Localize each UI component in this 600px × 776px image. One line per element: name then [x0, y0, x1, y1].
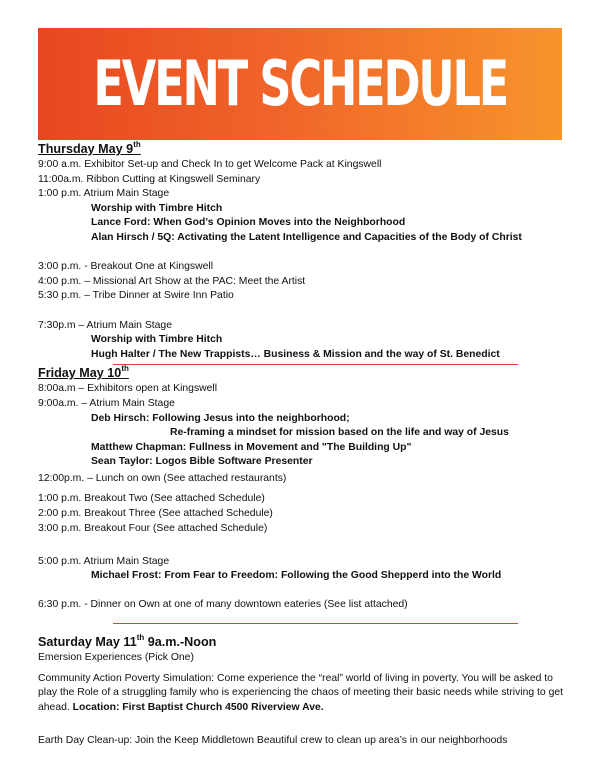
friday-heading: Friday May 10th [38, 364, 129, 381]
poverty-simulation-paragraph: Community Action Poverty Simulation: Come experience the “real” world of living in poverty. You will be asked to play the Role of a struggling family who is experiencing the chaos of meeting their basic needs while striving to get ahead. Location: First Baptist Church 4500 Riverview Ave. [38, 672, 564, 713]
schedule-item: 1:00 p.m. Atrium Main Stage [38, 188, 170, 200]
section-divider [113, 623, 518, 624]
schedule-item: 4:00 p.m. – Missional Art Show at the PAC: Meet the Artist [38, 275, 306, 287]
saturday-subheading: Emersion Experiences (Pick One) [38, 652, 194, 664]
schedule-item: 12:00p.m. – Lunch on own (See attached restaurants) [38, 472, 287, 484]
session-item: Lance Ford: When God’s Opinion Moves into the Neighborhood [91, 217, 406, 229]
schedule-item: 1:00 p.m. Breakout Two (See attached Schedule) [38, 493, 265, 505]
schedule-item: 5:30 p.m. – Tribe Dinner at Swire Inn Patio [38, 290, 234, 302]
schedule-item: 5:00 p.m. Atrium Main Stage [38, 555, 170, 567]
earthday-paragraph: Earth Day Clean-up: Join the Keep Middletown Beautiful crew to clean up area’s in our neighborhoods [38, 735, 508, 747]
session-item: Matthew Chapman: Fullness in Movement and "The Building Up" [91, 441, 412, 453]
schedule-item: 7:30p.m – Atrium Main Stage [38, 319, 172, 331]
session-item: Worship with Timbre Hitch [91, 334, 223, 346]
schedule-item: 2:00 p.m. Breakout Three (See attached Schedule) [38, 508, 273, 520]
event-schedule-banner [38, 28, 562, 140]
schedule-item: 6:30 p.m. - Dinner on Own at one of many downtown eateries (See list attached) [38, 598, 408, 610]
schedule-item: 8:00a.m – Exhibitors open at Kingswell [38, 383, 218, 395]
session-item: Sean Taylor: Logos Bible Software Presenter [91, 456, 313, 468]
banner-title: EVENT SCHEDULE [93, 47, 507, 120]
thursday-heading: Thursday May 9th [38, 139, 141, 156]
poverty-location: Location: First Baptist Church 4500 Riverview Ave. [72, 702, 324, 713]
schedule-item: 9:00 a.m. Exhibitor Set-up and Check In to get Welcome Pack at Kingswell [38, 159, 382, 170]
session-item: Michael Frost: From Fear to Freedom: Following the Good Shepperd into the World [91, 570, 502, 582]
saturday-heading: Saturday May 11th 9a.m.-Noon [38, 633, 217, 650]
session-item: Re-framing a mindset for mission based on the life and way of Jesus [170, 427, 509, 439]
session-item: Worship with Timbre Hitch [91, 202, 223, 214]
session-item: Deb Hirsch: Following Jesus into the neighborhood; [91, 412, 350, 424]
schedule-item: 3:00 p.m. - Breakout One at Kingswell [38, 261, 213, 273]
schedule-item: 11:00a.m. Ribbon Cutting at Kingswell Seminary [38, 173, 261, 185]
session-item: Alan Hirsch / 5Q: Activating the Latent Intelligence and Capacities of the Body of Christ [91, 231, 522, 243]
session-item: Hugh Halter / The New Trappists… Business & Mission and the way of St. Benedict [91, 348, 500, 360]
schedule-item: 9:00a.m. – Atrium Main Stage [38, 397, 175, 409]
schedule-content [38, 141, 568, 749]
schedule-item: 3:00 p.m. Breakout Four (See attached Schedule) [38, 522, 268, 534]
